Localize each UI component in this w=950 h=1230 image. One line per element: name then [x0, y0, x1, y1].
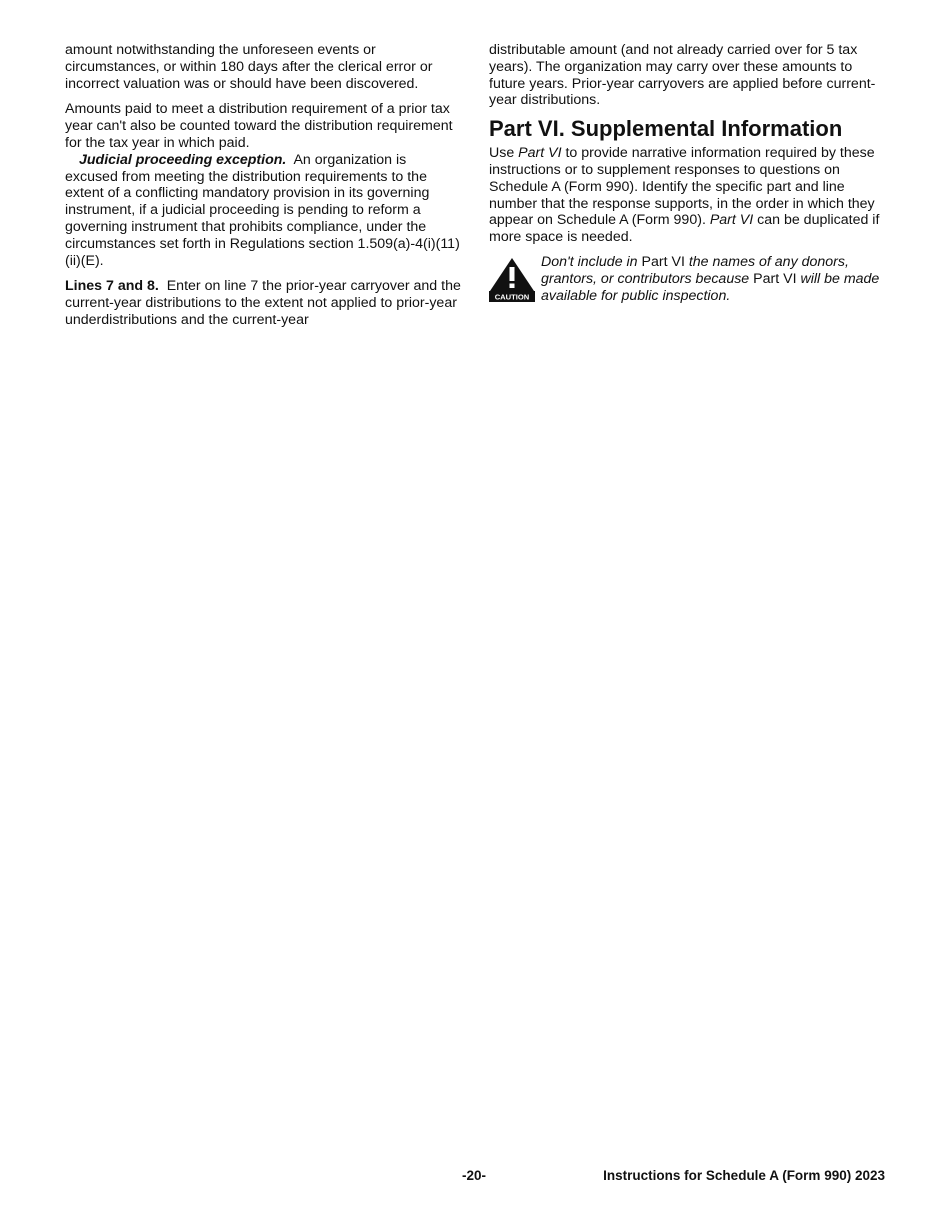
form-title: Instructions for Schedule A (Form 990) 2023 [603, 1168, 885, 1183]
right-column [489, 42, 889, 304]
section-heading-part-vi: Part VI. Supplemental Information [489, 116, 843, 142]
paragraph-judicial-exception [65, 152, 463, 270]
lines-7-8-body: Enter on line 7 the prior-year carryover and the current-year distributions to the extent not applied to prior-year underdistributions and the current-year [65, 278, 461, 328]
judicial-exception-heading: Judicial proceeding exception. [79, 151, 287, 168]
page-footer [0, 1168, 950, 1186]
judicial-exception-body: An organization is excused from meeting the distribution requirements to the extent of a conflicting mandatory provision in its governing instrument, if a judicial proceeding is pending to reform a governing instrument that prohibits compliance, under the circumstances set forth in Regulations section 1.509(a)-4(i)(11)(ii)(E). [65, 151, 460, 269]
left-column [65, 42, 463, 329]
caution-note [489, 254, 889, 304]
paragraph-lines-7-8 [65, 278, 463, 328]
caution-icon-label: CAUTION [494, 292, 530, 302]
paragraph-part-vi-usage: Use Part VI to provide narrative information required by these instructions or to supplement responses to questions on Schedule A (Form 990). Identify the specific part and line number that the response supports, in the order in which they appear on Schedule A (Form 990). Part VI can be duplicated if more space is needed. [489, 145, 880, 246]
paragraph-timing: amount notwithstanding the unforeseen events or circumstances, or within 180 days after the clerical error or incorrect valuation was or should have been discovered. [65, 42, 433, 92]
paragraph-carryover: distributable amount (and not already carried over for 5 tax years). The organization may carry over these amounts to future years. Prior-year carryovers are applied before current-year distributions. [489, 42, 876, 109]
page-number: -20- [462, 1168, 487, 1183]
caution-text: Don't include in Part VI the names of any donors, grantors, or contributors because Part VI will be made available for public inspection. [541, 253, 880, 304]
caution-icon [489, 256, 535, 302]
paragraph-prior-year-amounts: Amounts paid to meet a distribution requirement of a prior tax year can't also be counted toward the distribution requirement for the tax year in which paid. [65, 101, 453, 151]
lines-7-8-heading: Lines 7 and 8. [65, 278, 159, 295]
